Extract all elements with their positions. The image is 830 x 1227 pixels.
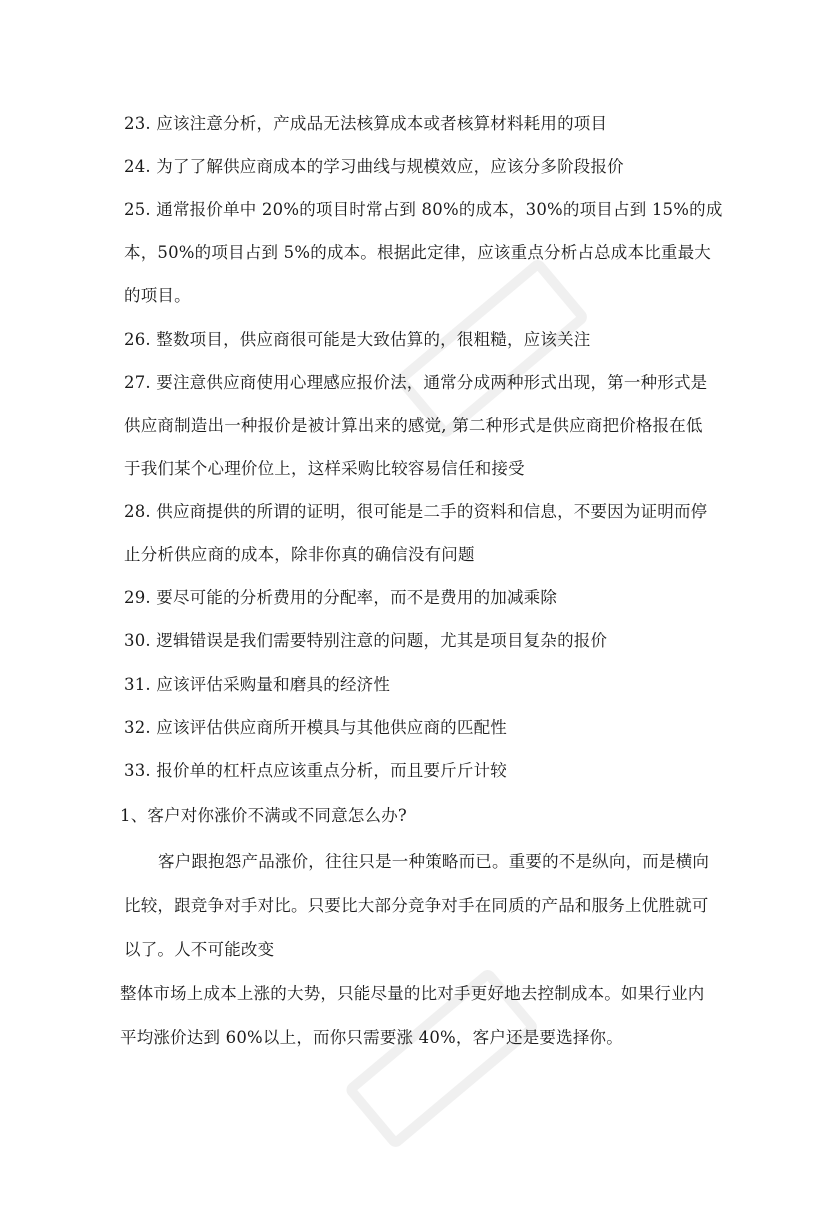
text-line: 29. 要尽可能的分析费用的分配率，而不是费用的加减乘除	[124, 588, 558, 607]
section-heading: 1、客户对你涨价不满或不同意怎么办?	[120, 806, 407, 825]
text-line: 30. 逻辑错误是我们需要特别注意的问题，尤其是项目复杂的报价	[124, 631, 608, 650]
text-line: 客户跟抱怨产品涨价，往往只是一种策略而已。重要的不是纵向，而是横向	[158, 852, 710, 871]
text-line: 本，50%的项目占到 5%的成本。根据此定律，应该重点分析占总成本比重最大	[124, 243, 711, 262]
text-line: 的项目。	[124, 286, 191, 305]
text-line: 整体市场上成本上涨的大势，只能尽量的比对手更好地去控制成本。如果行业内	[120, 984, 705, 1003]
text-line: 32. 应该评估供应商所开模具与其他供应商的匹配性	[124, 718, 507, 737]
watermark-graphic	[343, 973, 597, 1227]
text-line: 27. 要注意供应商使用心理感应报价法，通常分成两种形式出现，第一种形式是	[124, 373, 708, 392]
text-line: 24. 为了了解供应商成本的学习曲线与规模效应，应该分多阶段报价	[124, 157, 624, 176]
text-line: 平均涨价达到 60%以上，而你只需要涨 40%，客户还是要选择你。	[120, 1028, 623, 1047]
text-line: 26. 整数项目，供应商很可能是大致估算的，很粗糙，应该关注	[124, 330, 591, 349]
text-line: 33. 报价单的杠杆点应该重点分析，而且要斤斤计较	[124, 761, 507, 780]
text-line: 25. 通常报价单中 20%的项目时常占到 80%的成本，30%的项目占到 15%的成	[124, 200, 723, 219]
text-line: 比较，跟竞争对手对比。只要比大部分竞争对手在同质的产品和服务上优胜就可	[124, 896, 709, 915]
text-line: 止分析供应商的成本，除非你真的确信没有问题	[124, 545, 475, 564]
text-line: 以了。人不可能改变	[124, 940, 275, 959]
text-line: 23. 应该注意分析，产成品无法核算成本或者核算材料耗用的项目	[124, 114, 608, 133]
text-line: 供应商制造出一种报价是被计算出来的感觉, 第二种形式是供应商把价格报在低	[124, 416, 703, 435]
text-line: 于我们某个心理价位上，这样采购比较容易信任和接受	[124, 459, 525, 478]
text-line: 28. 供应商提供的所谓的证明，很可能是二手的资料和信息，不要因为证明而停	[124, 502, 708, 521]
text-line: 31. 应该评估采购量和磨具的经济性	[124, 675, 391, 694]
